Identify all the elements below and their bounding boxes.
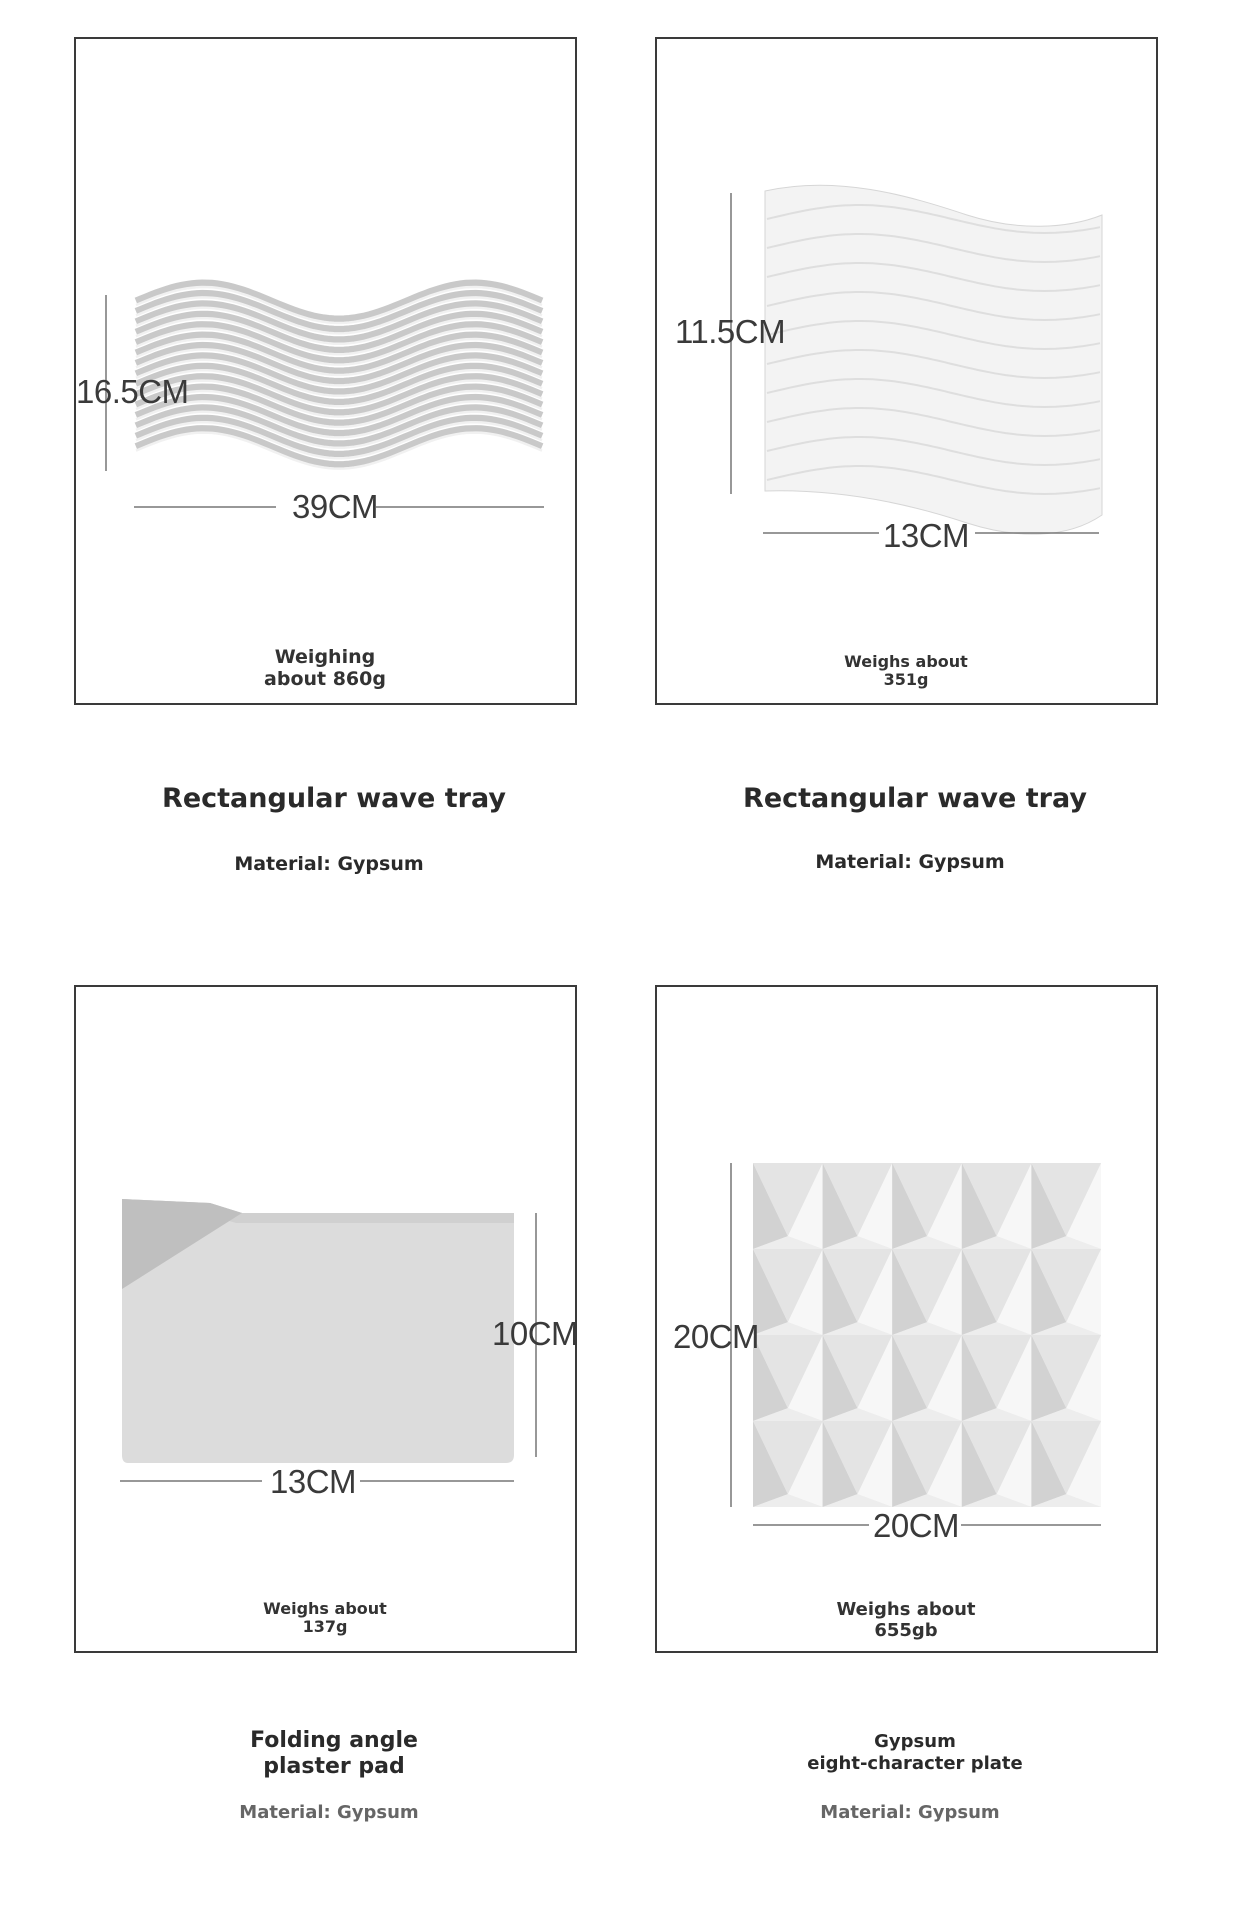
height-dimension-label: 11.5CM (675, 313, 786, 350)
product-title: Gypsum eight-character plate (807, 1731, 1023, 1774)
product-title: Rectangular wave tray (743, 783, 1087, 814)
product-title: Rectangular wave tray (162, 783, 506, 814)
product-card-eight-character-plate (655, 985, 1158, 1653)
height-dimension-label: 20CM (673, 1318, 760, 1355)
height-dimension-label: 10CM (492, 1315, 579, 1352)
weight-label: Weighing about 860g (264, 646, 386, 690)
width-dimension-label: 13CM (883, 517, 970, 554)
product-material: Material: Gypsum (815, 851, 1005, 873)
wave-tray-small-illustration (657, 39, 1160, 707)
width-dimension-label: 39CM (292, 488, 379, 525)
weight-label: Weighs about 137g (263, 1599, 387, 1637)
product-card-folding-angle-pad (74, 985, 577, 1653)
weight-label: Weighs about 655gb (836, 1599, 976, 1641)
product-material: Material: Gypsum (239, 1802, 419, 1823)
product-title: Folding angle plaster pad (250, 1728, 418, 1780)
width-dimension-label: 20CM (873, 1507, 960, 1544)
product-material: Material: Gypsum (234, 853, 424, 875)
product-material: Material: Gypsum (820, 1802, 1000, 1823)
height-dimension-label: 16.5CM (76, 373, 189, 410)
weight-label: Weighs about 351g (844, 652, 968, 690)
width-dimension-label: 13CM (270, 1463, 357, 1500)
product-card-wave-tray-small (655, 37, 1158, 705)
product-card-wave-tray-large (74, 37, 577, 705)
